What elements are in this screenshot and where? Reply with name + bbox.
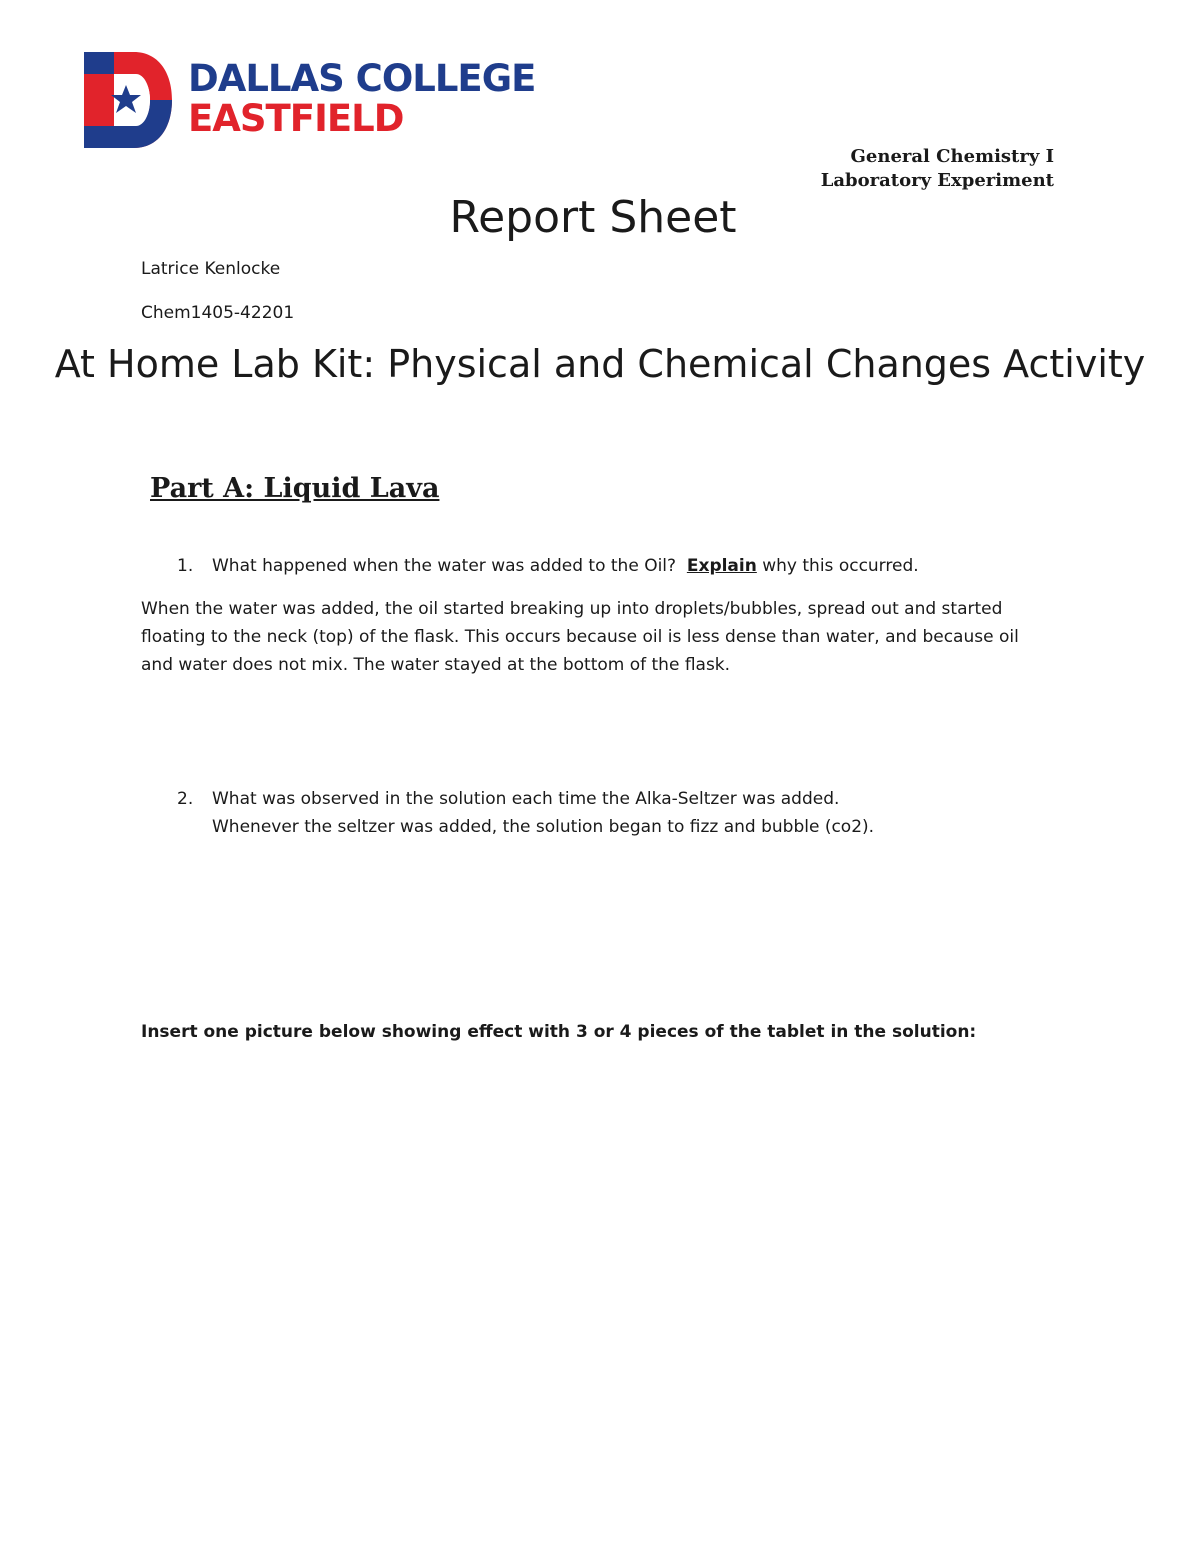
question-text: What was observed in the solution each time the Alka-Seltzer was added.	[212, 789, 840, 809]
logo-line-dallas-college: DALLAS COLLEGE	[188, 57, 536, 100]
question-text: What happened when the water was added to the Oil?	[212, 556, 677, 576]
question-number: 1.	[177, 556, 194, 576]
course-name: General Chemistry I	[850, 146, 1054, 167]
answer-1: When the water was added, the oil started breaking up into droplets/bubbles, spread out and started floating to the neck (top) of the flask. This occurs because oil is less dense than water, and because oil and water does not mix. The water stayed at the bottom of the flask.	[141, 599, 1019, 675]
insert-picture-instruction: Insert one picture below showing effect with 3 or 4 pieces of the tablet in the solution:	[141, 1022, 977, 1042]
lab-title: At Home Lab Kit: Physical and Chemical Changes Activity	[54, 342, 1146, 386]
course-type: Laboratory Experiment	[820, 170, 1054, 191]
dallas-college-eastfield-logo	[84, 50, 554, 148]
question-2	[177, 785, 839, 813]
dallas-college-d-icon	[84, 52, 174, 148]
course-code: Chem1405-42201	[141, 303, 295, 323]
report-title: Report Sheet	[449, 192, 737, 243]
question-text-end: why this occurred.	[762, 556, 919, 576]
course-header	[821, 145, 1054, 193]
question-emphasis: Explain	[686, 556, 757, 576]
logo-line-eastfield: EASTFIELD	[188, 97, 404, 140]
student-name: Latrice Kenlocke	[141, 259, 281, 279]
answer-2: Whenever the seltzer was added, the solution began to fizz and bubble (co2).	[212, 817, 875, 837]
question-1	[177, 552, 919, 580]
question-number: 2.	[177, 789, 194, 809]
part-a-heading: Part A: Liquid Lava	[150, 473, 440, 504]
